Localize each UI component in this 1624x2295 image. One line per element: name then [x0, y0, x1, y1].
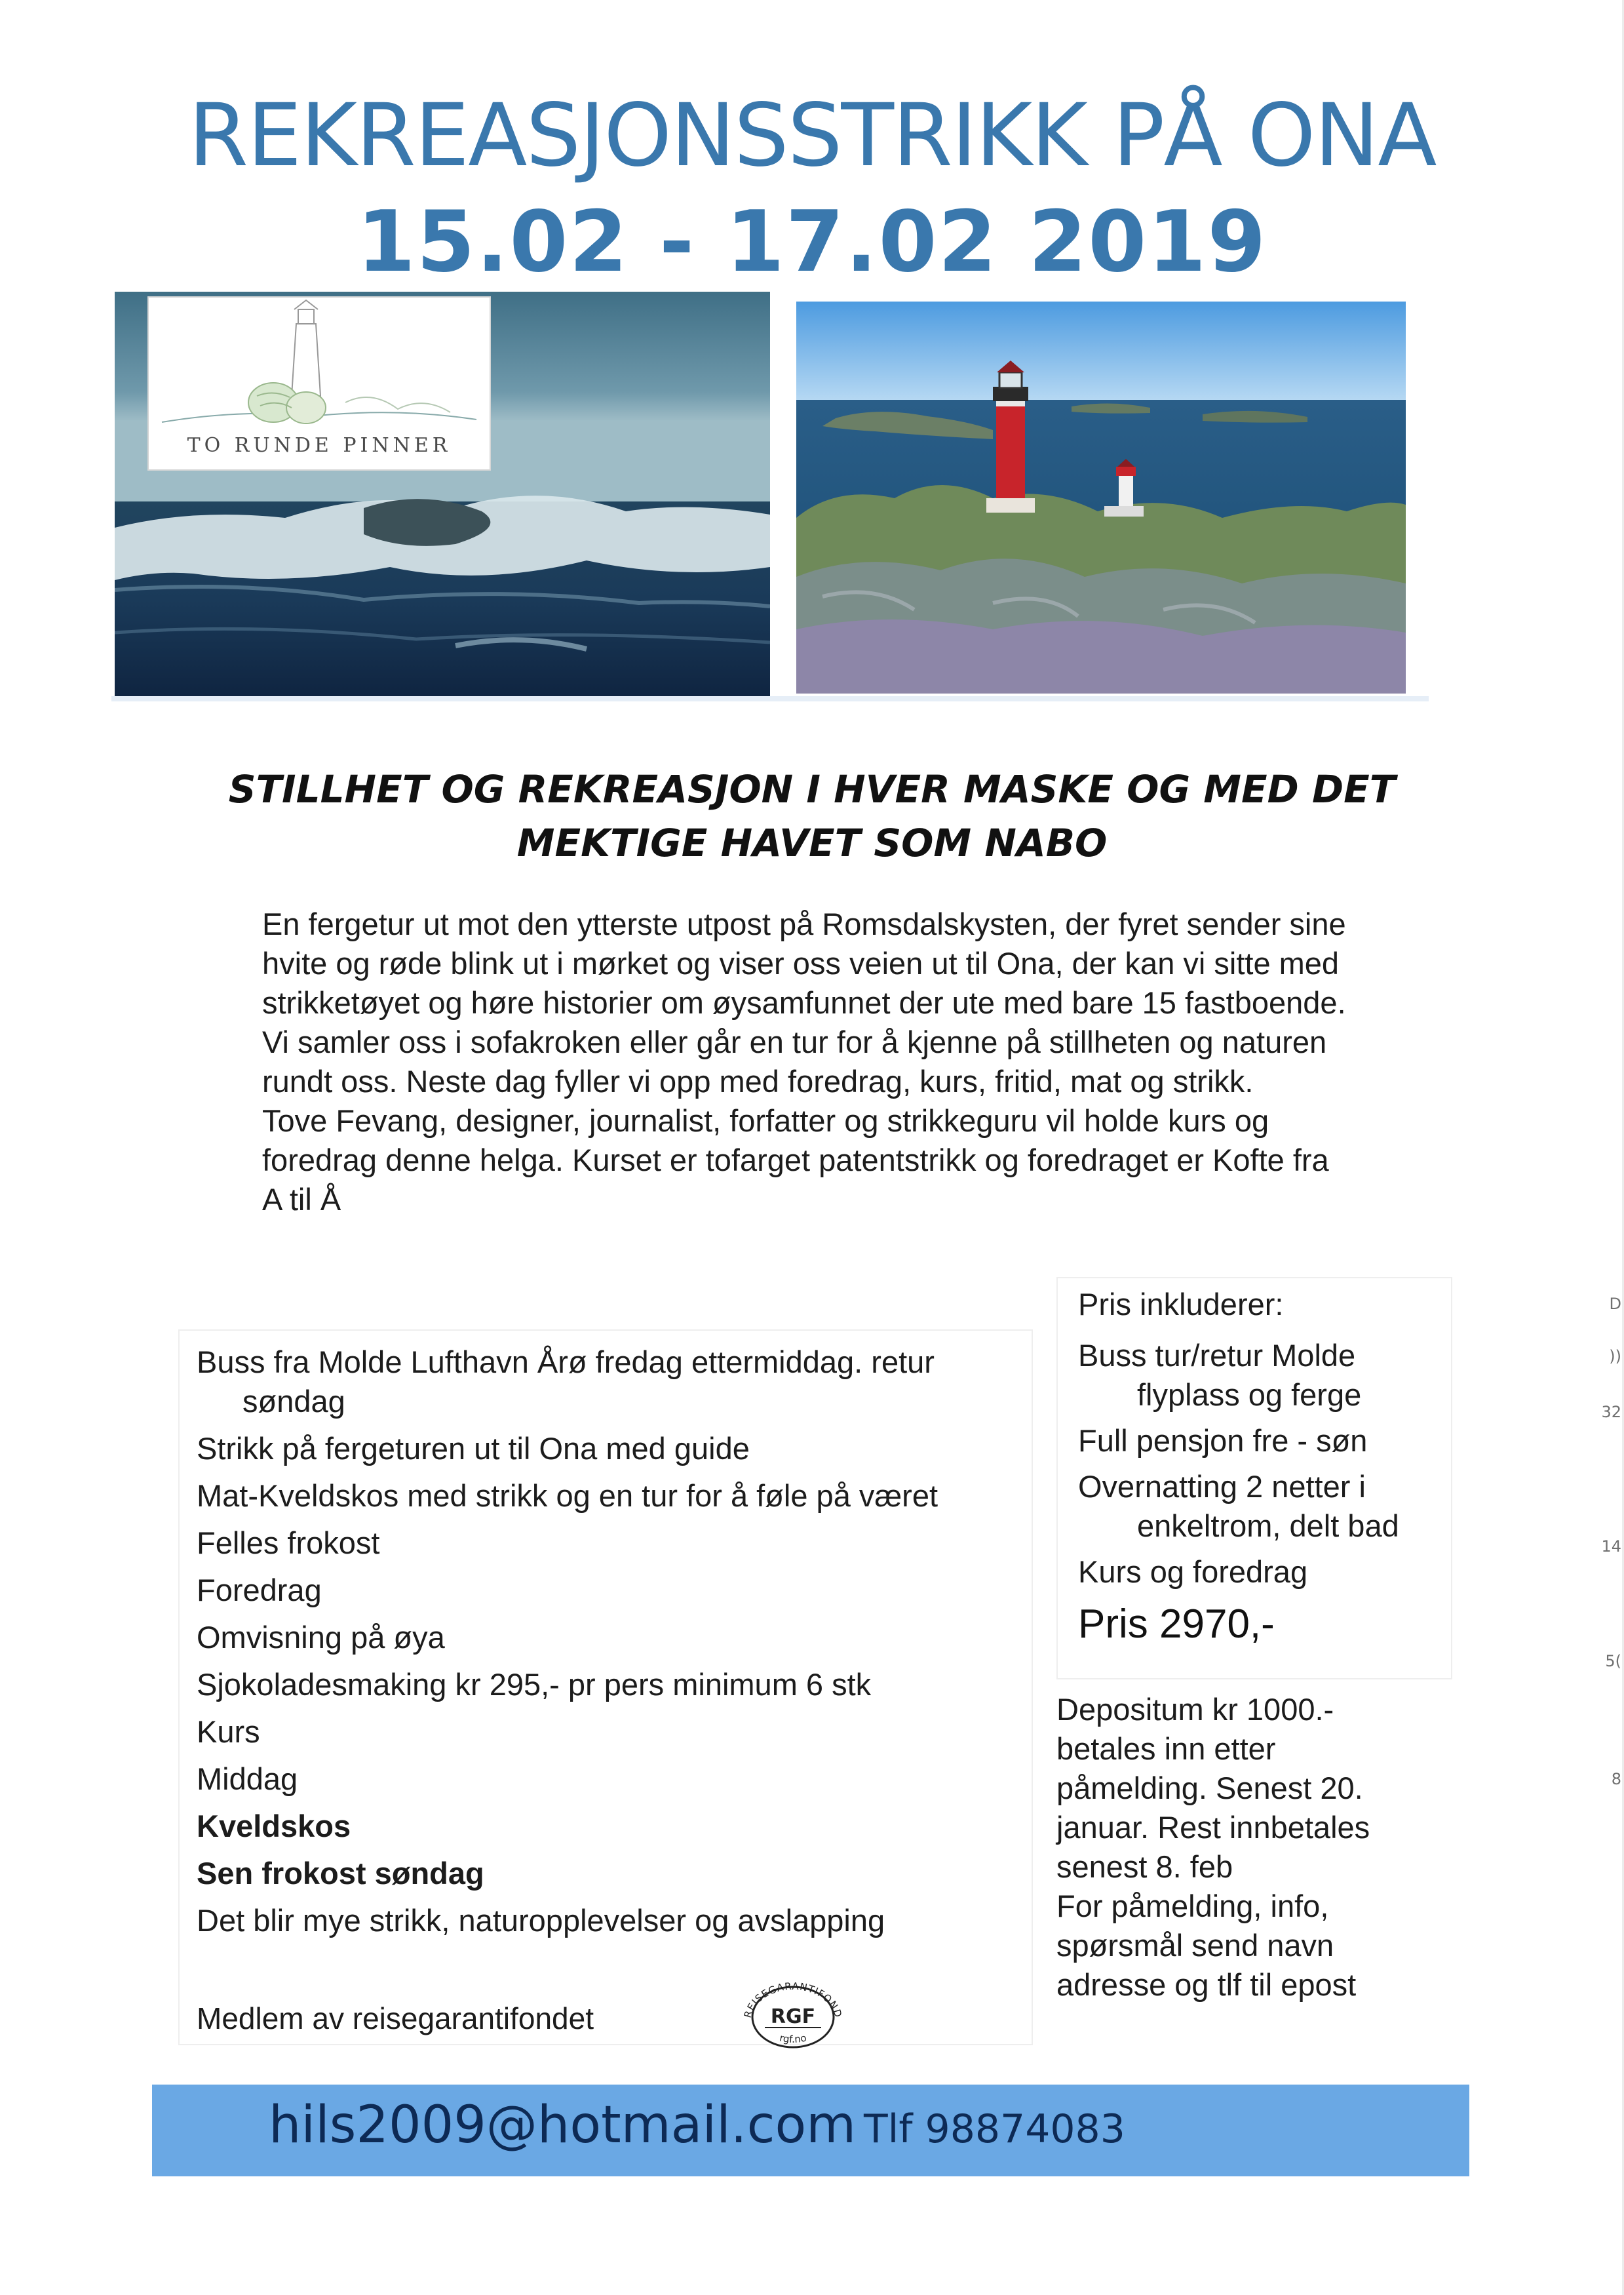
- edge-mark: 14: [1601, 1537, 1621, 1556]
- intro-paragraph: En fergetur ut mot den ytterste utpost på Romsdalskysten, der fyret sender sine hvite og røde blink ut i mørket og viser oss veien ut til Ona, der kan vi sitte med strikketøyet og høre historier om øysamfunnet der ute med bare 15 fastboende. Vi samler oss i sofakroken eller går en tur for å kjenne på stillheten og naturen rundt oss. Neste dag fyller vi opp med foredrag, kurs, fritid, mat og strikk.: [262, 907, 1346, 1099]
- intro-text: [262, 905, 1350, 1219]
- logo-text: TO RUNDE PINNER: [187, 434, 452, 457]
- deposit-paragraph: For påmelding, info, spørsmål send navn adresse og tlf til epost: [1056, 1889, 1357, 2002]
- headline-line-2: MEKTIGE HAVET SOM NABO: [516, 821, 1108, 865]
- deposit-paragraph: Depositum kr 1000.- betales inn etter påmelding. Senest 20. januar. Rest innbetales senest 8. feb: [1056, 1692, 1370, 1884]
- photo-divider: [111, 696, 1429, 701]
- program-item: Middag: [197, 1761, 298, 1796]
- price-includes-list: [1078, 1285, 1445, 1598]
- price-heading: Pris inkluderer:: [1078, 1287, 1284, 1322]
- program-item: Kurs: [197, 1714, 260, 1749]
- price-item: Full pensjon fre - søn: [1078, 1423, 1368, 1458]
- intro-paragraph: Tove Fevang, designer, journalist, forfatter og strikkeguru vil holde kurs og foredrag denne helga. Kurset er tofarget patentstrikk og foredraget er Kofte fra A til Å: [262, 1103, 1329, 1217]
- price-item: Kurs og foredrag: [1078, 1554, 1308, 1589]
- program-item: Sjokoladesmaking kr 295,- pr pers minimum 6 stk: [197, 1667, 872, 1702]
- program-item: Sen frokost søndag: [197, 1856, 484, 1891]
- price-item: Overnatting 2 netter i enkeltrom, delt bad: [1078, 1469, 1399, 1543]
- edge-mark: D: [1609, 1295, 1621, 1313]
- program-item: Det blir mye strikk, naturopplevelser og avslapping: [197, 1903, 885, 1938]
- lighthouse-yarn-icon: [149, 298, 490, 435]
- program-item: Kveldskos: [197, 1809, 351, 1843]
- contact-email[interactable]: hils2009@hotmail.com: [269, 2096, 857, 2155]
- rgf-badge: [724, 1976, 862, 2049]
- ona-lighthouse-photo: [796, 302, 1406, 694]
- program-item: Foredrag: [197, 1573, 322, 1607]
- program-item: Mat-Kveldskos med strikk og en tur for å føle på været: [197, 1478, 938, 1513]
- rgf-site: rgf.no: [778, 2031, 808, 2045]
- deposit-info: [1056, 1690, 1423, 2005]
- headline-line-1: STILLHET OG REKREASJON I HVER MASKE OG MED DET: [228, 767, 1396, 812]
- svg-text:rgf.no: [779, 2031, 808, 2045]
- program-list: [197, 1343, 1022, 1948]
- program-item: Felles frokost: [197, 1525, 380, 1560]
- rgf-seal-icon: [724, 1976, 862, 2049]
- page-title: REKREASJONSSTRIKK PÅ ONA: [188, 85, 1436, 186]
- rgf-ring-text: REISEGARANTIFOND: [741, 1980, 845, 2020]
- contact-phone: Tlf 98874083: [864, 2106, 1125, 2152]
- edge-mark: 8: [1611, 1770, 1621, 1788]
- member-note: Medlem av reisegarantifondet: [197, 2001, 594, 2035]
- price-item: Buss tur/retur Molde flyplass og ferge: [1078, 1338, 1362, 1412]
- edge-mark: 5(: [1605, 1652, 1621, 1670]
- program-item: Strikk på fergeturen ut til Ona med guide: [197, 1431, 750, 1466]
- to-runde-pinner-logo: [147, 296, 491, 471]
- event-dates: 15.02 - 17.02 2019: [357, 193, 1267, 291]
- program-item: Buss fra Molde Lufthavn Årø fredag ettermiddag. retur søndag: [197, 1344, 935, 1419]
- rgf-abbr: RGF: [770, 2005, 816, 2028]
- price-total: Pris 2970,-: [1078, 1601, 1275, 1647]
- program-item: Omvisning på øya: [197, 1620, 445, 1655]
- edge-mark: 32: [1601, 1403, 1621, 1421]
- edge-mark: )): [1609, 1347, 1621, 1365]
